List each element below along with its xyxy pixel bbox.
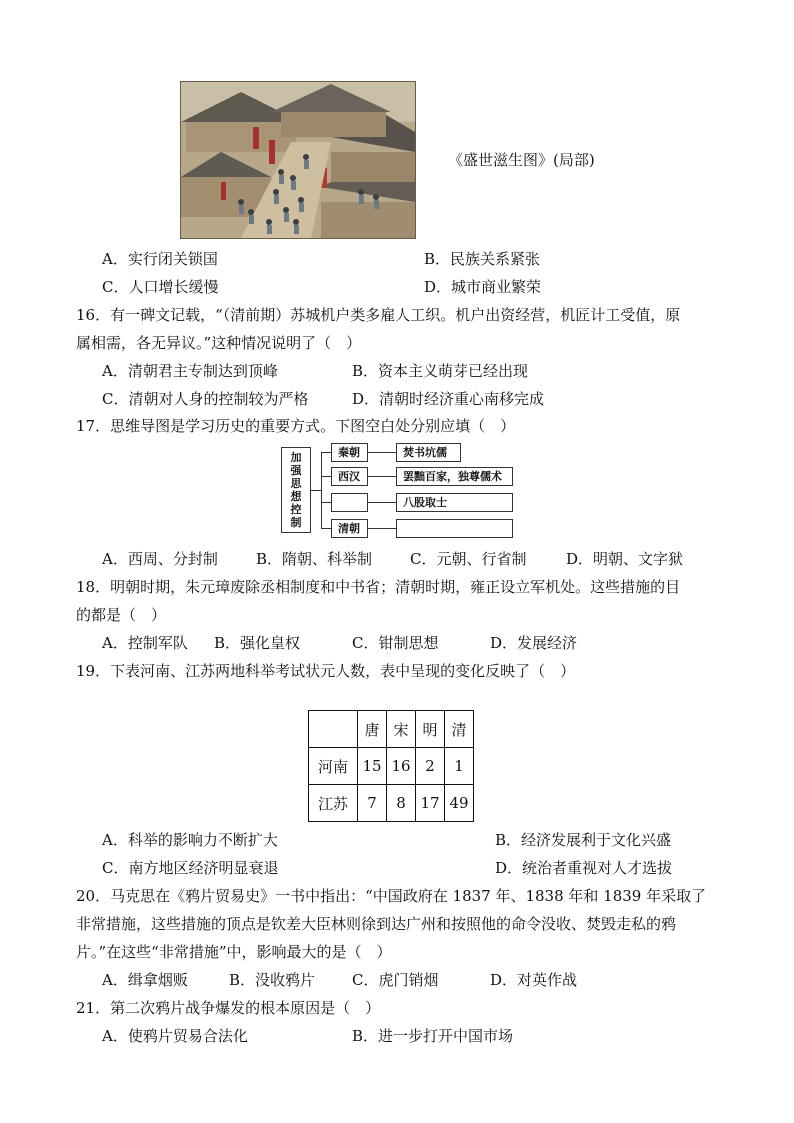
q20-option-a: A．缉拿烟贩 [102, 971, 188, 989]
mindmap-root [281, 447, 311, 533]
street-scene-illustration [181, 82, 415, 238]
table-cell: 2 [416, 748, 445, 785]
q18-option-b: B．强化皇权 [214, 634, 301, 652]
table-header-cell: 唐 [358, 711, 387, 748]
q15-option-d: D．城市商业繁荣 [424, 278, 542, 296]
q20-stem-line1: 20．马克思在《鸦片贸易史》一书中指出：“中国政府在 1837 年、1838 年和 1839 年采取了 [76, 887, 707, 905]
table-header-cell: 清 [445, 711, 474, 748]
mindmap-connector [368, 502, 396, 503]
mindmap-connector [368, 452, 396, 453]
q15-option-b: B．民族关系紧张 [424, 250, 541, 268]
mindmap-connector [321, 452, 322, 529]
table-header-cell [309, 711, 358, 748]
mindmap-dynasty-blank [331, 493, 368, 512]
table-cell: 8 [387, 785, 416, 822]
q20-option-d: D．对英作战 [490, 971, 578, 989]
q17-option-b: B．隋朝、科举制 [256, 550, 373, 568]
q20-option-c: C．虎门销烟 [352, 971, 439, 989]
q18-option-c: C．钳制思想 [352, 634, 439, 652]
q18-option-d: D．发展经济 [490, 634, 578, 652]
q17-option-a: A．西周、分封制 [102, 550, 218, 568]
mindmap-dynasty-qin: 秦朝 [331, 443, 368, 462]
mindmap-root-char: 想 [290, 490, 302, 503]
table-cell: 7 [358, 785, 387, 822]
painting-caption: 《盛世滋生图》(局部) [448, 151, 595, 169]
mindmap-connector [368, 528, 396, 529]
table-cell: 16 [387, 748, 416, 785]
mindmap-policy-blank [396, 519, 513, 538]
q17-option-d: D．明朝、文字狱 [566, 550, 684, 568]
q16-option-b: B．资本主义萌芽已经出现 [352, 362, 529, 380]
painting-image [180, 81, 416, 239]
mindmap-connector [321, 452, 331, 453]
q16-stem-line2: 属相需，各无异议。”这种情况说明了（ ） [76, 334, 362, 352]
mindmap-policy-qin: 焚书坑儒 [396, 443, 461, 462]
q19-option-a: A．科举的影响力不断扩大 [102, 831, 278, 849]
q19-option-b: B．经济发展利于文化兴盛 [495, 831, 672, 849]
q19-option-d: D．统治者重视对人才选拔 [495, 859, 673, 877]
q20-stem-line3: 片。”在这些“非常措施”中，影响最大的是（ ） [76, 943, 392, 961]
mindmap-root-char: 制 [290, 516, 302, 529]
q17-option-c: C．元朝、行省制 [410, 550, 527, 568]
q18-stem-line1: 18．明朝时期，朱元璋废除丞相制度和中书省；清朝时期，雍正设立军机处。这些措施的目 [76, 578, 681, 596]
mindmap-policy-bagu: 八股取士 [396, 493, 513, 512]
mindmap-policy-xihan: 罢黜百家，独尊儒术 [396, 467, 513, 486]
q18-stem-line2: 的都是（ ） [76, 606, 167, 624]
mindmap-dynasty-qing: 清朝 [331, 519, 368, 538]
mindmap-connector [321, 476, 331, 477]
table-header-cell: 宋 [387, 711, 416, 748]
q21-option-b: B．进一步打开中国市场 [352, 1027, 514, 1045]
q16-option-d: D．清朝时经济重心南移完成 [352, 390, 545, 408]
mindmap-connector [311, 490, 321, 491]
q18-option-a: A．控制军队 [102, 634, 188, 652]
table-header-row [309, 711, 474, 748]
table-cell: 15 [358, 748, 387, 785]
table-cell: 1 [445, 748, 474, 785]
table-header-cell: 明 [416, 711, 445, 748]
q19-option-c: C．南方地区经济明显衰退 [102, 859, 279, 877]
mindmap-connector [321, 502, 331, 503]
mindmap-root-char: 控 [290, 503, 302, 516]
table-row [309, 785, 474, 822]
q16-option-a: A．清朝君主专制达到顶峰 [102, 362, 278, 380]
q17-stem: 17．思维导图是学习历史的重要方式。下图空白处分别应填（ ） [76, 417, 516, 435]
q21-stem: 21．第二次鸦片战争爆发的根本原因是（ ） [76, 999, 381, 1017]
mindmap-root-char: 思 [290, 477, 302, 490]
table-cell: 江苏 [309, 785, 358, 822]
table-cell: 17 [416, 785, 445, 822]
q15-option-a: A．实行闭关锁国 [102, 250, 218, 268]
q16-stem-line1: 16．有一碑文记载，“（清前期）苏城机户类多雇人工织。机户出资经营，机匠计工受值，原 [76, 306, 681, 324]
table-cell: 49 [445, 785, 474, 822]
mindmap-root-char: 强 [290, 464, 302, 477]
q15-option-c: C．人口增长缓慢 [102, 278, 219, 296]
q19-table [308, 710, 474, 822]
table-row [309, 748, 474, 785]
q16-option-c: C．清朝对人身的控制较为严格 [102, 390, 309, 408]
table-cell: 河南 [309, 748, 358, 785]
q20-stem-line2: 非常措施，这些措施的顶点是钦差大臣林则徐到达广州和按照他的命令没收、焚毁走私的鸦 [76, 915, 677, 933]
mindmap-connector [368, 476, 396, 477]
mindmap-root-char: 加 [290, 451, 302, 464]
q20-option-b: B．没收鸦片 [229, 971, 316, 989]
q21-option-a: A．使鸦片贸易合法化 [102, 1027, 248, 1045]
q19-stem: 19．下表河南、江苏两地科举考试状元人数，表中呈现的变化反映了（ ） [76, 662, 576, 680]
mindmap-dynasty-xihan: 西汉 [331, 467, 368, 486]
mindmap-connector [321, 528, 331, 529]
